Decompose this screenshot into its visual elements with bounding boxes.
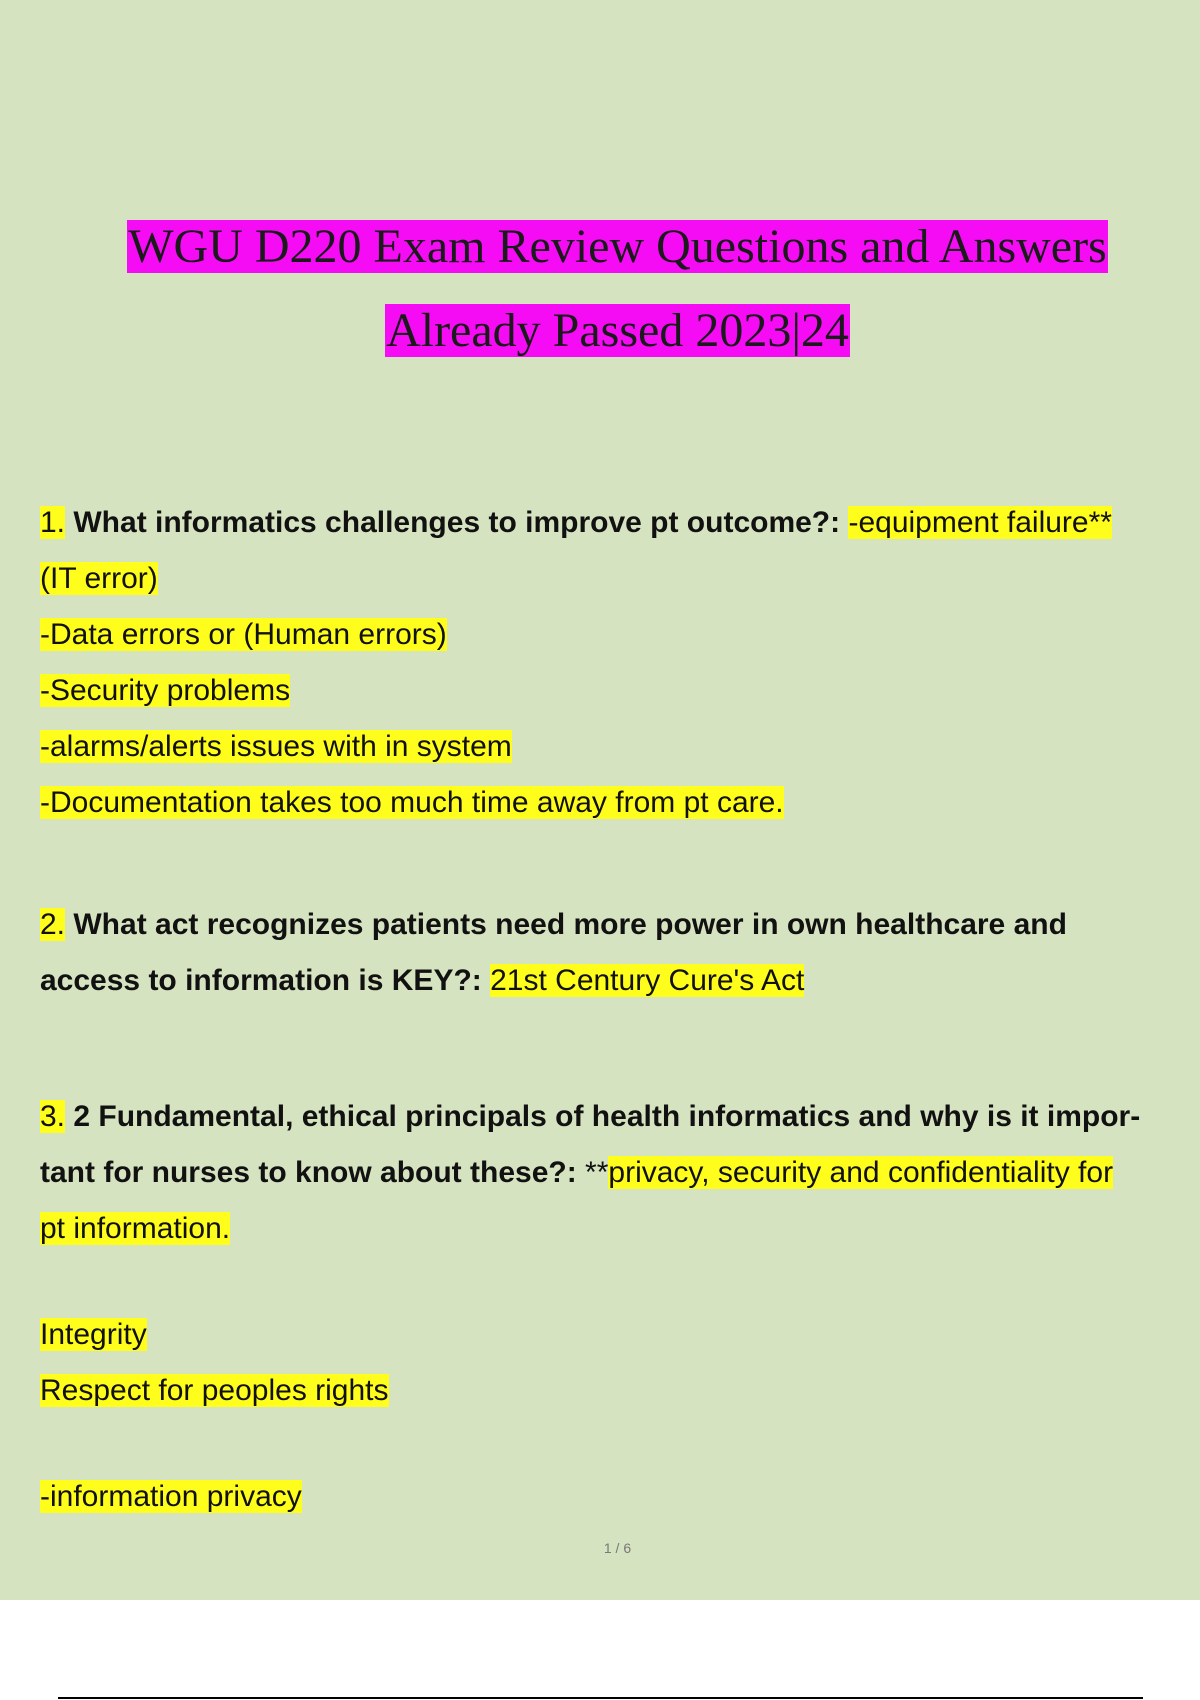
question-3 xyxy=(40,1089,1200,1145)
answer-1-line xyxy=(40,607,1200,663)
spacer xyxy=(40,831,1200,897)
title-line-1: WGU D220 Exam Review Questions and Answers xyxy=(128,220,1107,273)
answer-3-line xyxy=(40,1307,1200,1363)
question-2-cont xyxy=(40,953,1200,1009)
title-line-2: Already Passed 2023|24 xyxy=(386,304,849,357)
spacer xyxy=(40,1009,1200,1089)
answer-3-line-1: pt information. xyxy=(40,1212,231,1245)
answer-1-line xyxy=(40,775,1200,831)
page-number: 1 / 6 xyxy=(603,1540,632,1556)
spacer xyxy=(40,1257,1200,1307)
question-2-text-1: What act recognizes patients need more power in own healthcare and xyxy=(65,908,1067,941)
answer-1-line-5: -Documentation takes too much time away from pt care. xyxy=(40,786,784,819)
question-2-answer: 21st Century Cure's Act xyxy=(490,964,805,997)
answer-1-line-1: (IT error) xyxy=(40,562,158,595)
answer-1-line xyxy=(40,719,1200,775)
answer-3-line-4: -information privacy xyxy=(40,1480,302,1513)
question-list xyxy=(40,495,1200,1525)
answer-1-line-4: -alarms/alerts issues with in system xyxy=(40,730,512,763)
question-3-number: 3. xyxy=(40,1100,66,1133)
document-title xyxy=(0,205,1200,373)
question-2-number: 2. xyxy=(40,908,66,941)
answer-3-line xyxy=(40,1201,1200,1257)
answer-1-line xyxy=(40,663,1200,719)
answer-3-line-3: Respect for peoples rights xyxy=(40,1374,389,1407)
question-1-text: What informatics challenges to improve pt outcome?: xyxy=(65,506,849,539)
answer-3-line xyxy=(40,1363,1200,1419)
question-1 xyxy=(40,495,1200,551)
answer-3-line-2: Integrity xyxy=(40,1318,147,1351)
answer-1-line xyxy=(40,551,1200,607)
question-3-cont xyxy=(40,1145,1200,1201)
answer-1-line-2: -Data errors or (Human errors) xyxy=(40,618,447,651)
question-1-number: 1. xyxy=(40,506,66,539)
answer-3-line xyxy=(40,1469,1200,1525)
question-3-text-1: 2 Fundamental, ethical principals of health informatics and why is it impor- xyxy=(65,1100,1141,1133)
question-3-answer-start: privacy, security and confidentiality for xyxy=(608,1156,1114,1189)
question-3-text-2: tant for nurses to know about these?: xyxy=(40,1156,586,1189)
footer-divider xyxy=(58,1697,1143,1699)
question-1-answer-start: -equipment failure** xyxy=(848,506,1112,539)
spacer xyxy=(40,1419,1200,1469)
question-3-answer-prefix: ** xyxy=(585,1156,609,1189)
question-2 xyxy=(40,897,1200,953)
answer-1-line-3: -Security problems xyxy=(40,674,291,707)
question-2-text-2: access to information is KEY?: xyxy=(40,964,491,997)
